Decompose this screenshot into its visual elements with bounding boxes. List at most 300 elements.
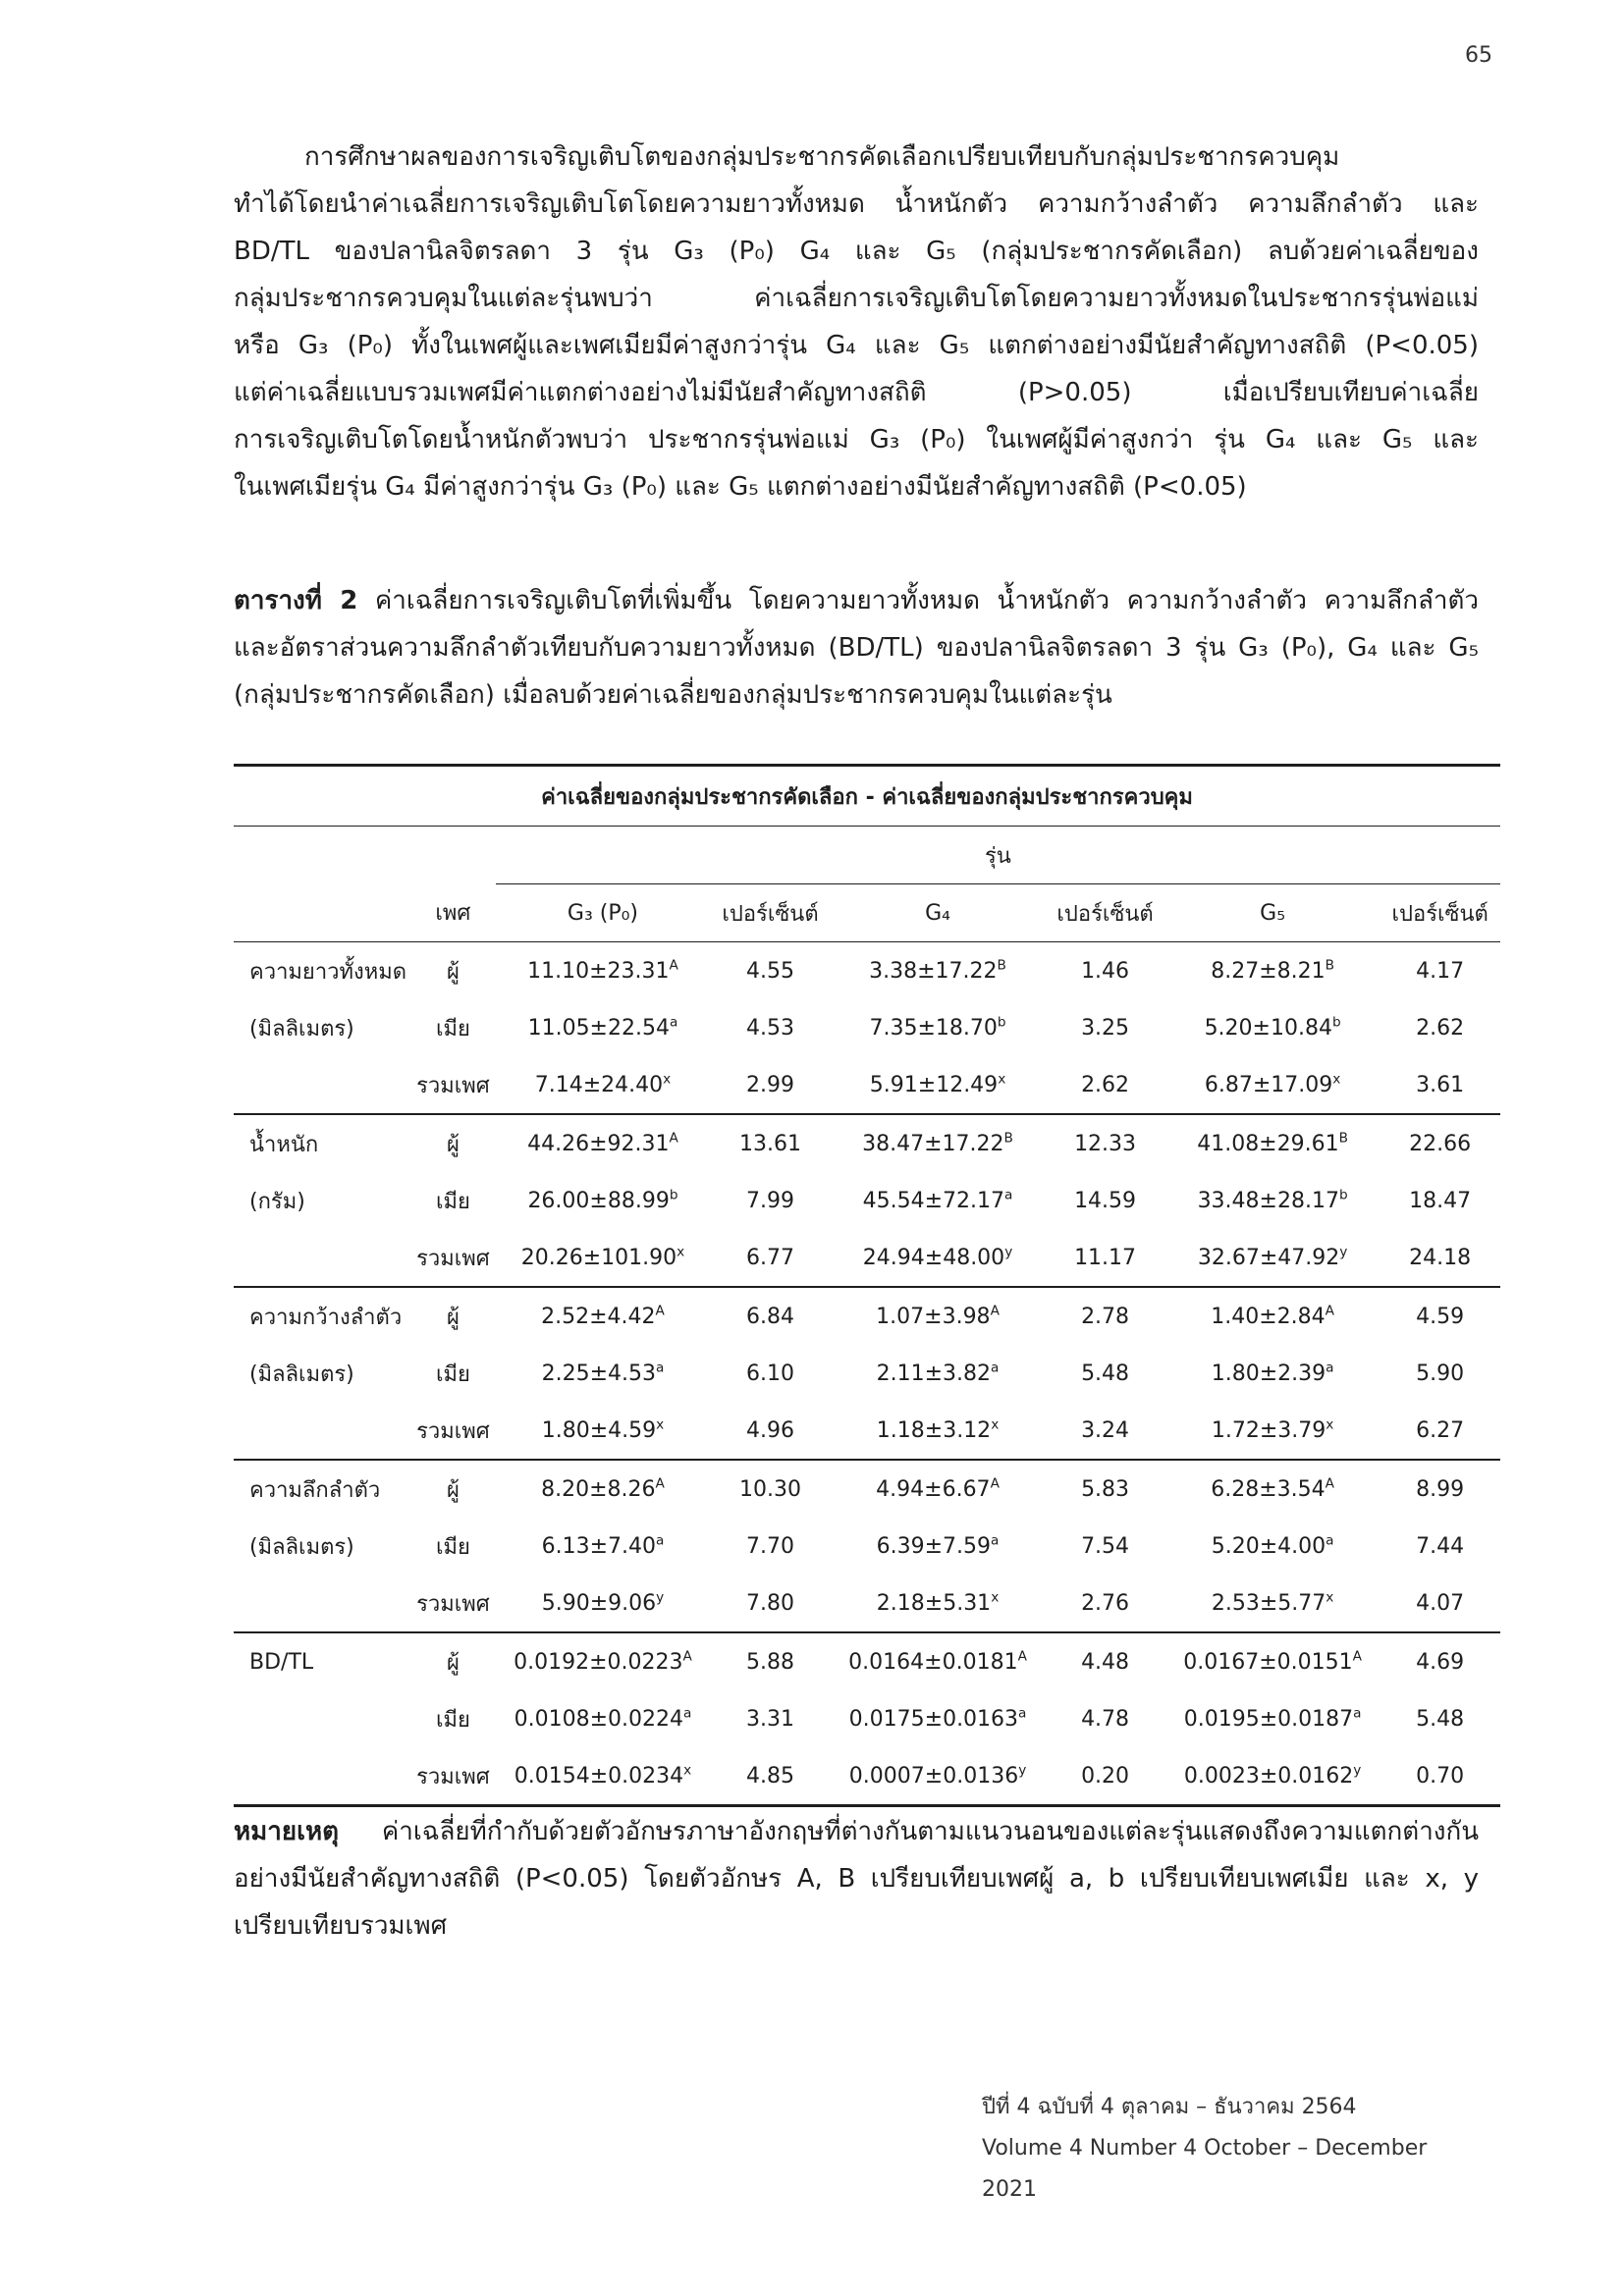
sex-cell-text: รวมเพศ <box>416 1246 490 1271</box>
g4-percent-cell-text: 7.54 <box>1081 1533 1130 1559</box>
row-label <box>234 1172 410 1229</box>
g4-mean-cell <box>831 999 1045 1056</box>
significance-letter: a <box>1353 1705 1362 1722</box>
g3-percent-cell-text: 3.31 <box>746 1706 794 1732</box>
g4-percent-cell-text: 14.59 <box>1074 1188 1137 1213</box>
g3-mean-cell-text: 11.10±23.31 <box>527 958 670 984</box>
g3-mean-cell-text: 20.26±101.90 <box>520 1245 677 1270</box>
table-row <box>234 1518 1500 1575</box>
g5-mean-cell <box>1165 1747 1380 1806</box>
significance-letter: A <box>655 1475 665 1492</box>
row-label <box>234 1287 410 1345</box>
g5-percent-cell-text: 4.17 <box>1416 958 1465 984</box>
g5-percent-cell-text: 4.69 <box>1416 1649 1465 1675</box>
table-row <box>234 1287 1500 1345</box>
g4-percent-cell <box>1045 1056 1165 1114</box>
sex-cell-text: เมีย <box>435 1707 470 1733</box>
caption-line: (กลุ่มประชากรคัดเลือก) เมื่อลบด้วยค่าเฉลี่ยของกลุ่มประชากรควบคุมในแต่ละรุ่น <box>234 680 1112 710</box>
g3-mean-cell-text: 0.0154±0.0234 <box>514 1763 684 1789</box>
sex-cell <box>410 1575 496 1632</box>
g5-percent-cell <box>1380 1172 1500 1229</box>
row-label <box>234 1056 410 1114</box>
g3-percent-cell <box>710 942 831 1000</box>
g4-percent-cell <box>1045 1518 1165 1575</box>
significance-letter: a <box>682 1705 692 1722</box>
sex-cell-text: รวมเพศ <box>416 1073 490 1098</box>
g4-percent-cell-text: 4.78 <box>1081 1706 1130 1732</box>
g4-mean-cell <box>831 1460 1045 1518</box>
table-row <box>234 1575 1500 1632</box>
g3-mean-cell-text: 2.52±4.42 <box>541 1304 656 1329</box>
table-row <box>234 1402 1500 1460</box>
table-note <box>234 1808 1479 1949</box>
g4-percent-cell-text: 5.83 <box>1081 1476 1130 1502</box>
significance-letter: A <box>1352 1648 1362 1665</box>
body-paragraph <box>234 133 1479 510</box>
g5-percent-cell-text: 4.07 <box>1416 1590 1465 1616</box>
g5-mean-cell-text: 0.0023±0.0162 <box>1183 1763 1354 1789</box>
sex-cell <box>410 1518 496 1575</box>
row-label-text: ความลึกลำตัว <box>249 1477 381 1503</box>
g3-percent-cell-text: 10.30 <box>739 1476 801 1502</box>
g4-mean-cell-text: 7.35±18.70 <box>869 1015 998 1041</box>
g4-percent-cell-text: 11.17 <box>1074 1245 1137 1270</box>
g5-mean-cell-text: 33.48±28.17 <box>1197 1188 1339 1213</box>
g5-percent-cell <box>1380 1056 1500 1114</box>
g3-percent-cell <box>710 1287 831 1345</box>
g3-mean-cell-text: 11.05±22.54 <box>527 1015 670 1041</box>
g4-mean-cell <box>831 1229 1045 1287</box>
page-number: 65 <box>1465 43 1492 68</box>
g4-percent-cell <box>1045 1632 1165 1690</box>
g4-percent-cell-text: 1.46 <box>1081 958 1130 984</box>
g3-percent-cell <box>710 1575 831 1632</box>
g5-mean-cell <box>1165 1287 1380 1345</box>
significance-letter: a <box>1326 1360 1334 1376</box>
g3-percent-cell <box>710 1632 831 1690</box>
g3-percent-cell-text: 4.85 <box>746 1763 794 1789</box>
significance-letter: x <box>991 1589 1000 1606</box>
g4-mean-cell-text: 1.18±3.12 <box>876 1417 992 1443</box>
table-row <box>234 999 1500 1056</box>
significance-letter: a <box>991 1360 1000 1376</box>
g3-percent-cell-text: 6.77 <box>746 1245 794 1270</box>
g5-mean-cell-text: 1.80±2.39 <box>1211 1361 1326 1386</box>
sex-cell <box>410 1287 496 1345</box>
column-header: G₄ <box>831 884 1045 942</box>
g3-mean-cell <box>496 1172 710 1229</box>
row-label-text: (มิลลิเมตร) <box>249 1534 354 1560</box>
g5-mean-cell <box>1165 1518 1380 1575</box>
row-label <box>234 1229 410 1287</box>
row-label-text: (มิลลิเมตร) <box>249 1016 354 1041</box>
g4-percent-cell-text: 12.33 <box>1074 1131 1137 1156</box>
sex-cell <box>410 1747 496 1806</box>
row-label-text: น้ำหนัก <box>249 1132 319 1157</box>
g3-mean-cell-text: 0.0192±0.0223 <box>514 1649 683 1675</box>
g5-mean-cell <box>1165 1632 1380 1690</box>
g3-percent-cell <box>710 1518 831 1575</box>
note-line: อย่างมีนัยสำคัญทางสถิติ (P<0.05) โดยตัวอักษร A, B เปรียบเทียบเพศผู้ a, b เปรียบเทียบเพศเมีย และ x, y <box>234 1864 1479 1894</box>
g5-mean-cell <box>1165 1172 1380 1229</box>
sex-cell-text: ผู้ <box>446 1305 460 1330</box>
g3-percent-cell-text: 4.53 <box>746 1015 794 1041</box>
g3-mean-cell-text: 1.80±4.59 <box>541 1417 657 1443</box>
g3-mean-cell <box>496 1345 710 1402</box>
paragraph-line: การเจริญเติบโตโดยน้ำหนักตัวพบว่า ประชากรรุ่นพ่อแม่ G₃ (P₀) ในเพศผู้มีค่าสูงกว่า รุ่น G₄ และ G₅ และ <box>234 425 1479 454</box>
table-row <box>234 1747 1500 1806</box>
g5-mean-cell-text: 0.0195±0.0187 <box>1183 1706 1354 1732</box>
note-label: หมายเหตุ <box>234 1817 340 1846</box>
table-row <box>234 1056 1500 1114</box>
sex-cell <box>410 1229 496 1287</box>
g4-mean-cell <box>831 1056 1045 1114</box>
column-header: เปอร์เซ็นต์ <box>1045 884 1165 942</box>
row-label-text: ความยาวทั้งหมด <box>249 959 407 985</box>
paragraph-line: ทำได้โดยนำค่าเฉลี่ยการเจริญเติบโตโดยความยาวทั้งหมด น้ำหนักตัว ความกว้างลำตัว ความลึกลำตัว และ <box>234 189 1479 219</box>
g5-percent-cell <box>1380 1690 1500 1747</box>
g5-percent-cell <box>1380 1632 1500 1690</box>
sex-cell-text: เมีย <box>435 1016 470 1041</box>
g5-mean-cell-text: 0.0167±0.0151 <box>1183 1649 1353 1675</box>
g5-mean-cell-text: 1.72±3.79 <box>1211 1417 1326 1443</box>
g3-mean-cell <box>496 942 710 1000</box>
g5-percent-cell-text: 6.27 <box>1416 1417 1465 1443</box>
g4-percent-cell <box>1045 1114 1165 1172</box>
g4-percent-cell-text: 3.25 <box>1081 1015 1130 1041</box>
g5-percent-cell-text: 3.61 <box>1416 1072 1465 1097</box>
paragraph-line: การศึกษาผลของการเจริญเติบโตของกลุ่มประชากรคัดเลือกเปรียบเทียบกับกลุ่มประชากรควบคุม <box>304 142 1340 172</box>
g4-mean-cell-text: 24.94±48.00 <box>862 1245 1005 1270</box>
g3-mean-cell <box>496 1229 710 1287</box>
g3-percent-cell-text: 7.99 <box>746 1188 794 1213</box>
g3-percent-cell-text: 6.84 <box>746 1304 794 1329</box>
g4-mean-cell-text: 0.0164±0.0181 <box>848 1649 1018 1675</box>
g3-mean-cell-text: 2.25±4.53 <box>541 1361 656 1386</box>
g3-percent-cell <box>710 1114 831 1172</box>
g5-percent-cell-text: 4.59 <box>1416 1304 1465 1329</box>
g3-percent-cell-text: 4.96 <box>746 1417 794 1443</box>
g3-percent-cell <box>710 1690 831 1747</box>
g5-percent-cell <box>1380 1402 1500 1460</box>
significance-letter: A <box>990 1475 1000 1492</box>
significance-letter: A <box>669 1130 678 1147</box>
sex-cell <box>410 1690 496 1747</box>
g5-mean-cell <box>1165 942 1380 1000</box>
g5-mean-cell-text: 8.27±8.21 <box>1211 958 1326 984</box>
row-label <box>234 1632 410 1690</box>
g4-mean-cell <box>831 1632 1045 1690</box>
row-label <box>234 942 410 1000</box>
g5-percent-cell <box>1380 1747 1500 1806</box>
g3-mean-cell <box>496 1114 710 1172</box>
row-label-text: ความกว้างลำตัว <box>249 1305 403 1330</box>
significance-letter: x <box>656 1416 665 1433</box>
g4-mean-cell-text: 0.0007±0.0136 <box>848 1763 1019 1789</box>
row-label <box>234 1345 410 1402</box>
sex-cell-text: ผู้ <box>446 1477 460 1503</box>
row-label-text: (มิลลิเมตร) <box>249 1362 354 1387</box>
g5-mean-cell-text: 41.08±29.61 <box>1197 1131 1339 1156</box>
significance-letter: A <box>669 957 678 974</box>
g4-mean-cell-text: 38.47±17.22 <box>862 1131 1004 1156</box>
g5-percent-cell-text: 0.70 <box>1416 1763 1465 1789</box>
caption-label: ตารางที่ 2 <box>234 586 358 615</box>
g3-percent-cell <box>710 1056 831 1114</box>
significance-letter: b <box>669 1187 678 1203</box>
significance-letter: y <box>1353 1762 1362 1779</box>
g3-percent-cell <box>710 1402 831 1460</box>
footer-issue-thai: ปีที่ 4 ฉบับที่ 4 ตุลาคม – ธันวาคม 2564 <box>982 2095 1357 2119</box>
g5-percent-cell-text: 8.99 <box>1416 1476 1465 1502</box>
g5-mean-cell-text: 5.20±4.00 <box>1211 1533 1326 1559</box>
g3-percent-cell-text: 13.61 <box>739 1131 801 1156</box>
g5-percent-cell <box>1380 1287 1500 1345</box>
g4-percent-cell <box>1045 999 1165 1056</box>
sex-cell <box>410 1345 496 1402</box>
significance-letter: B <box>997 957 1006 974</box>
g5-mean-cell <box>1165 1690 1380 1747</box>
g3-mean-cell <box>496 1518 710 1575</box>
g4-mean-cell <box>831 1402 1045 1460</box>
g5-mean-cell <box>1165 1345 1380 1402</box>
g4-mean-cell-text: 0.0175±0.0163 <box>848 1706 1019 1732</box>
caption-line: ค่าเฉลี่ยการเจริญเติบโตที่เพิ่มขึ้น โดยความยาวทั้งหมด น้ำหนักตัว ความกว้างลำตัว ความลึกลำตัว <box>357 586 1479 615</box>
row-label <box>234 1747 410 1806</box>
significance-letter: b <box>1331 1014 1341 1031</box>
g5-percent-cell <box>1380 1114 1500 1172</box>
g3-mean-cell <box>496 1287 710 1345</box>
significance-letter: x <box>1332 1071 1341 1088</box>
sex-cell-text: ผู้ <box>446 959 460 985</box>
significance-letter: x <box>663 1071 672 1088</box>
table-row <box>234 1229 1500 1287</box>
sex-cell <box>410 1172 496 1229</box>
g3-percent-cell <box>710 1747 831 1806</box>
row-label <box>234 1690 410 1747</box>
g4-percent-cell <box>1045 1229 1165 1287</box>
sex-cell-text: รวมเพศ <box>416 1591 490 1617</box>
g4-mean-cell <box>831 1747 1045 1806</box>
g5-percent-cell <box>1380 1229 1500 1287</box>
sex-cell <box>410 1460 496 1518</box>
row-label <box>234 1575 410 1632</box>
g4-percent-cell-text: 5.48 <box>1081 1361 1130 1386</box>
g4-mean-cell <box>831 1345 1045 1402</box>
g4-percent-cell <box>1045 1747 1165 1806</box>
g3-percent-cell-text: 5.88 <box>746 1649 794 1675</box>
significance-letter: B <box>1325 957 1334 974</box>
significance-letter: A <box>990 1303 1000 1319</box>
column-header: เปอร์เซ็นต์ <box>710 884 831 942</box>
g3-mean-cell-text: 8.20±8.26 <box>541 1476 656 1502</box>
g5-mean-cell-text: 32.67±47.92 <box>1197 1245 1340 1270</box>
g3-mean-cell <box>496 1632 710 1690</box>
g3-mean-cell <box>496 999 710 1056</box>
g4-percent-cell-text: 0.20 <box>1081 1763 1130 1789</box>
row-label <box>234 1114 410 1172</box>
g4-mean-cell <box>831 1575 1045 1632</box>
g3-percent-cell-text: 7.80 <box>746 1590 794 1616</box>
g4-mean-cell-text: 2.11±3.82 <box>876 1361 992 1386</box>
row-label <box>234 1460 410 1518</box>
column-header <box>234 884 410 942</box>
g3-mean-cell <box>496 1402 710 1460</box>
caption-line: และอัตราส่วนความลึกลำตัวเทียบกับความยาวทั้งหมด (BD/TL) ของปลานิลจิตรลดา 3 รุ่น G₃ (P₀), G₄ และ G₅ <box>234 633 1479 663</box>
column-header: G₃ (P₀) <box>496 884 710 942</box>
g5-percent-cell <box>1380 942 1500 1000</box>
significance-letter: x <box>683 1762 692 1779</box>
g4-percent-cell-text: 2.78 <box>1081 1304 1130 1329</box>
g5-mean-cell-text: 5.20±10.84 <box>1204 1015 1332 1041</box>
sex-cell-text: เมีย <box>435 1189 470 1214</box>
column-header: เปอร์เซ็นต์ <box>1380 884 1500 942</box>
g5-percent-cell-text: 18.47 <box>1409 1188 1472 1213</box>
g4-mean-cell-text: 1.07±3.98 <box>876 1304 991 1329</box>
significance-letter: y <box>656 1589 665 1606</box>
paragraph-line: ในเพศเมียรุ่น G₄ มีค่าสูงกว่ารุ่น G₃ (P₀) และ G₅ แตกต่างอย่างมีนัยสำคัญทางสถิติ (P<0.05) <box>234 472 1247 502</box>
significance-letter: A <box>682 1648 692 1665</box>
g5-percent-cell <box>1380 999 1500 1056</box>
column-header: G₅ <box>1165 884 1380 942</box>
sex-cell <box>410 1632 496 1690</box>
sex-cell <box>410 1114 496 1172</box>
significance-letter: A <box>1017 1648 1027 1665</box>
g3-mean-cell <box>496 1056 710 1114</box>
significance-letter: y <box>1018 1762 1027 1779</box>
g5-percent-cell-text: 7.44 <box>1416 1533 1465 1559</box>
table-row <box>234 1345 1500 1402</box>
significance-letter: y <box>1339 1244 1348 1260</box>
g5-mean-cell <box>1165 1402 1380 1460</box>
g3-percent-cell <box>710 1460 831 1518</box>
g4-percent-cell-text: 2.76 <box>1081 1590 1130 1616</box>
g4-percent-cell <box>1045 1172 1165 1229</box>
g5-mean-cell-text: 6.87±17.09 <box>1204 1072 1333 1097</box>
significance-letter: a <box>991 1532 1000 1549</box>
g4-percent-cell <box>1045 1690 1165 1747</box>
significance-letter: x <box>677 1244 685 1260</box>
g4-percent-cell-text: 2.62 <box>1081 1072 1130 1097</box>
paragraph-line: หรือ G₃ (P₀) ทั้งในเพศผู้และเพศเมียมีค่าสูงกว่ารุ่น G₄ และ G₅ แตกต่างอย่างมีนัยสำคัญทางสถิติ (P<0.05) <box>234 331 1479 360</box>
significance-letter: x <box>991 1416 1000 1433</box>
g4-mean-cell-text: 3.38±17.22 <box>869 958 998 984</box>
significance-letter: b <box>997 1014 1006 1031</box>
g3-mean-cell-text: 7.14±24.40 <box>534 1072 664 1097</box>
significance-letter: a <box>669 1014 678 1031</box>
generation-header: รุ่น <box>496 827 1500 884</box>
g5-percent-cell <box>1380 1575 1500 1632</box>
g3-mean-cell <box>496 1460 710 1518</box>
g3-mean-cell-text: 6.13±7.40 <box>541 1533 656 1559</box>
g4-percent-cell <box>1045 1345 1165 1402</box>
table-row <box>234 1690 1500 1747</box>
significance-letter: a <box>1326 1532 1334 1549</box>
g5-mean-cell-text: 2.53±5.77 <box>1211 1590 1326 1616</box>
g5-mean-cell <box>1165 1575 1380 1632</box>
g5-mean-cell <box>1165 1460 1380 1518</box>
paragraph-line: กลุ่มประชากรควบคุมในแต่ละรุ่นพบว่า ค่าเฉลี่ยการเจริญเติบโตโดยความยาวทั้งหมดในประชากรรุ่นพ่อแม่ <box>234 284 1479 313</box>
g5-percent-cell <box>1380 1518 1500 1575</box>
g4-mean-cell <box>831 1287 1045 1345</box>
significance-letter: x <box>1326 1416 1334 1433</box>
g4-mean-cell-text: 2.18±5.31 <box>876 1590 992 1616</box>
row-label-text: (กรัม) <box>249 1189 305 1214</box>
significance-letter: a <box>655 1532 665 1549</box>
table-row <box>234 942 1500 1000</box>
note-line: เปรียบเทียบรวมเพศ <box>234 1911 448 1941</box>
significance-letter: A <box>1325 1303 1334 1319</box>
table-row <box>234 1114 1500 1172</box>
g4-percent-cell <box>1045 1287 1165 1345</box>
g4-percent-cell <box>1045 1402 1165 1460</box>
table-caption <box>234 577 1479 719</box>
g5-percent-cell-text: 24.18 <box>1409 1245 1472 1270</box>
g4-mean-cell-text: 4.94±6.67 <box>876 1476 991 1502</box>
g4-mean-cell <box>831 1690 1045 1747</box>
sex-cell-text: เมีย <box>435 1534 470 1560</box>
significance-letter: A <box>1325 1475 1334 1492</box>
g3-mean-cell <box>496 1575 710 1632</box>
significance-letter: a <box>1018 1705 1027 1722</box>
g4-mean-cell <box>831 1518 1045 1575</box>
row-label-text: BD/TL <box>249 1649 314 1675</box>
g3-percent-cell-text: 7.70 <box>746 1533 794 1559</box>
g3-percent-cell-text: 4.55 <box>746 958 794 984</box>
row-label <box>234 1518 410 1575</box>
g3-percent-cell <box>710 1345 831 1402</box>
g4-mean-cell <box>831 1172 1045 1229</box>
g3-percent-cell <box>710 999 831 1056</box>
sex-cell-text: ผู้ <box>446 1132 460 1157</box>
g5-percent-cell-text: 5.48 <box>1416 1706 1465 1732</box>
g3-percent-cell-text: 6.10 <box>746 1361 794 1386</box>
significance-letter: a <box>1004 1187 1013 1203</box>
g4-percent-cell <box>1045 1575 1165 1632</box>
sex-cell-text: รวมเพศ <box>416 1418 490 1444</box>
table-row <box>234 1632 1500 1690</box>
g4-mean-cell <box>831 1114 1045 1172</box>
g4-mean-cell-text: 5.91±12.49 <box>869 1072 999 1097</box>
g4-mean-cell-text: 45.54±72.17 <box>862 1188 1005 1213</box>
significance-letter: b <box>1338 1187 1348 1203</box>
g3-percent-cell-text: 2.99 <box>746 1072 794 1097</box>
g5-mean-cell <box>1165 999 1380 1056</box>
g3-percent-cell <box>710 1229 831 1287</box>
paragraph-line: BD/TL ของปลานิลจิตรลดา 3 รุ่น G₃ (P₀) G₄ และ G₅ (กลุ่มประชากรคัดเลือก) ลบด้วยค่าเฉลี่ยของ <box>234 237 1479 266</box>
row-label <box>234 1402 410 1460</box>
growth-table <box>234 764 1500 1807</box>
g4-mean-cell <box>831 942 1045 1000</box>
g5-percent-cell <box>1380 1345 1500 1402</box>
significance-letter: y <box>1004 1244 1013 1260</box>
sex-cell-text: ผู้ <box>446 1650 460 1676</box>
significance-letter: a <box>655 1360 665 1376</box>
g5-percent-cell-text: 5.90 <box>1416 1361 1465 1386</box>
footer-issue-english: Volume 4 Number 4 October – December 2021 <box>982 2136 1428 2202</box>
g5-mean-cell-text: 6.28±3.54 <box>1211 1476 1326 1502</box>
note-line: ค่าเฉลี่ยที่กำกับด้วยตัวอักษรภาษาอังกฤษที่ต่างกันตามแนวนอนของแต่ละรุ่นแสดงถึงความแตกต่างกัน <box>339 1817 1479 1846</box>
sex-cell-text: เมีย <box>435 1362 470 1387</box>
g3-mean-cell <box>496 1747 710 1806</box>
row-label <box>234 999 410 1056</box>
g5-mean-cell <box>1165 1114 1380 1172</box>
paragraph-line: แต่ค่าเฉลี่ยแบบรวมเพศมีค่าแตกต่างอย่างไม่มีนัยสำคัญทางสถิติ (P>0.05) เมื่อเปรียบเทียบค่าเฉลี่ย <box>234 378 1479 407</box>
significance-letter: x <box>998 1071 1006 1088</box>
g3-percent-cell <box>710 1172 831 1229</box>
g4-percent-cell <box>1045 1460 1165 1518</box>
table-title: ค่าเฉลี่ยของกลุ่มประชากรคัดเลือก - ค่าเฉลี่ยของกลุ่มประชากรควบคุม <box>234 766 1500 827</box>
